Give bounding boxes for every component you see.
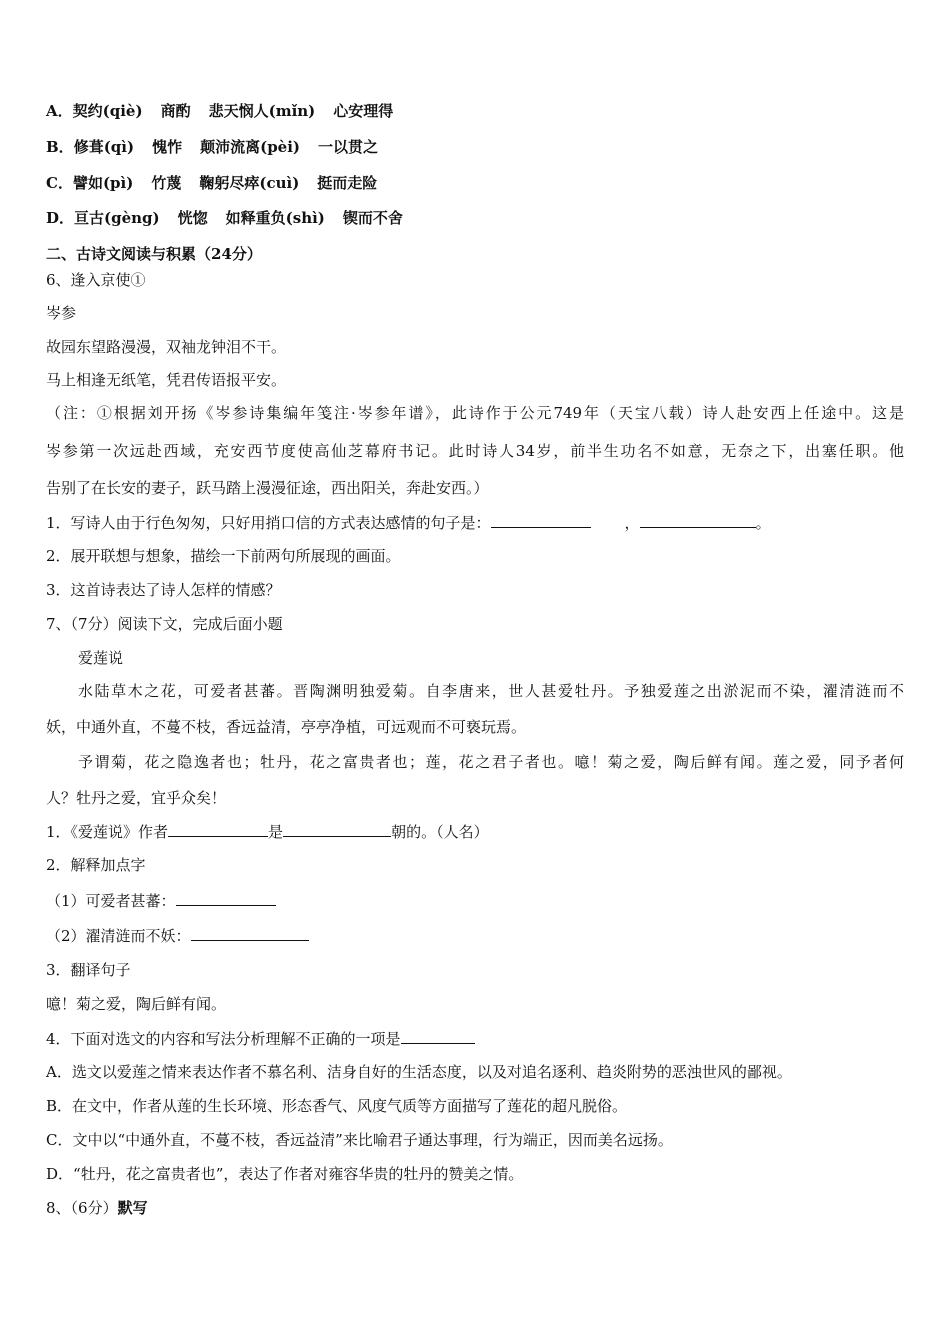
option-word: 鞠躬尽瘁(cuì): [199, 174, 300, 192]
option-word: 心安理得: [333, 102, 394, 120]
option-b: [46, 137, 378, 157]
question-text: 1．《爱莲说》作者: [46, 823, 169, 841]
answer-blank[interactable]: [191, 925, 309, 941]
answer-blank[interactable]: [640, 512, 756, 528]
question-text: （1）可爱者甚蕃：: [46, 892, 176, 910]
option-letter: C．: [46, 174, 73, 192]
question-title: 6、逢入京使①: [46, 271, 146, 289]
poem-author: 岑参: [46, 304, 77, 322]
choice-c: C．文中以“中通外直，不蔓不枝，香远益清”来比喻君子通达事理，行为端正，因而美名远扬。: [46, 1131, 673, 1149]
sub-question: [46, 1028, 475, 1049]
sentence: 噫！菊之爱，陶后鲜有闻。: [46, 995, 227, 1013]
question-text: 朝的。（人名）: [391, 823, 489, 841]
sub-question: 3．这首诗表达了诗人怎样的情感？: [46, 581, 281, 599]
sub-question: [46, 512, 771, 533]
answer-blank[interactable]: [283, 821, 391, 837]
punctuation: 。: [755, 514, 771, 532]
section-heading: 二、古诗文阅读与积累（24分）: [46, 245, 262, 263]
sub-question: [46, 925, 309, 946]
sub-question: 3．翻译句子: [46, 961, 131, 979]
option-word: 亘古(gèng): [74, 209, 160, 227]
question-title: 7、（7分）阅读下文，完成后面小题: [46, 615, 283, 633]
answer-blank[interactable]: [176, 890, 276, 906]
choice-a: A．选文以爱莲之情来表达作者不慕名利、洁身自好的生活态度，以及对追名逐利、趋炎附势的恶浊世风的鄙视。: [46, 1063, 792, 1081]
option-word: 颠沛流离(pèi): [200, 138, 301, 156]
sub-question: 2．展开联想与想象，描绘一下前两句所展现的画面。: [46, 547, 401, 565]
answer-blank[interactable]: [401, 1028, 475, 1044]
option-c: [46, 173, 377, 193]
passage-title: 爱莲说: [78, 649, 124, 667]
option-d: [46, 208, 403, 228]
option-word: 商酌: [160, 102, 191, 120]
option-word: 挺而走险: [317, 174, 378, 192]
option-a: [46, 101, 393, 121]
note-line: 告别了在长安的妻子，跃马踏上漫漫征途，西出阳关，奔赴安西。）: [46, 479, 489, 497]
option-word: 悲天悯人(mǐn): [208, 102, 316, 120]
option-word: 修葺(qì): [73, 138, 135, 156]
option-word: 竹蔑: [151, 174, 182, 192]
passage-line: 妖，中通外直，不蔓不枝，香远益清，亭亭净植，可远观而不可亵玩焉。: [46, 718, 527, 736]
punctuation: ，: [624, 514, 640, 532]
question-label: 默写: [117, 1199, 148, 1217]
option-letter: B．: [46, 138, 74, 156]
sub-question: [46, 821, 489, 842]
note-line: 岑参第一次远赴西域，充安西节度使高仙芝幕府书记。此时诗人34岁，前半生功名不如意，无奈之下，出塞任职。他: [46, 442, 904, 460]
question-text: 1．写诗人由于行色匆匆，只好用捎口信的方式表达感情的句子是：: [46, 514, 491, 532]
option-word: 愧怍: [152, 138, 183, 156]
passage-line: 予谓菊，花之隐逸者也；牡丹，花之富贵者也；莲，花之君子者也。噫！菊之爱，陶后鲜有闻。莲之爱，同予者何: [78, 753, 904, 771]
option-letter: A．: [46, 102, 73, 120]
answer-blank[interactable]: [491, 512, 591, 528]
option-word: 一以贯之: [318, 138, 379, 156]
question-title: [46, 1198, 148, 1218]
passage-line: 人？牡丹之爱，宜乎众矣！: [46, 789, 227, 807]
option-word: 契约(qiè): [72, 102, 143, 120]
answer-blank[interactable]: [168, 821, 268, 837]
option-letter: D．: [46, 209, 75, 227]
choice-d: D．“牡丹，花之富贵者也”，表达了作者对雍容华贵的牡丹的赞美之情。: [46, 1165, 524, 1183]
question-text: 4．下面对选文的内容和写法分析理解不正确的一项是: [46, 1030, 401, 1048]
poem-line: 故园东望路漫漫，双袖龙钟泪不干。: [46, 338, 287, 356]
passage-line: 水陆草木之花，可爱者甚蕃。晋陶渊明独爱菊。自李唐来，世人甚爱牡丹。予独爱莲之出淤泥而不染，濯清涟而不: [78, 682, 904, 700]
question-text: （2）濯清涟而不妖：: [46, 927, 191, 945]
option-word: 譬如(pì): [72, 174, 134, 192]
sub-question: [46, 890, 276, 911]
question-text: 是: [268, 823, 284, 841]
choice-b: B．在文中，作者从莲的生长环境、形态香气、风度气质等方面描写了莲花的超凡脱俗。: [46, 1097, 628, 1115]
sub-question: 2．解释加点字: [46, 856, 146, 874]
note-line: （注：①根据刘开扬《岑参诗集编年笺注·岑参年谱》，此诗作于公元749年（天宝八载）诗人赴安西上任途中。这是: [46, 404, 904, 422]
option-word: 如释重负(shì): [225, 209, 325, 227]
option-word: 锲而不舍: [342, 209, 403, 227]
question-prefix: 8、（6分）: [46, 1199, 118, 1217]
option-word: 恍惚: [177, 209, 208, 227]
poem-line: 马上相逢无纸笔，凭君传语报平安。: [46, 371, 287, 389]
